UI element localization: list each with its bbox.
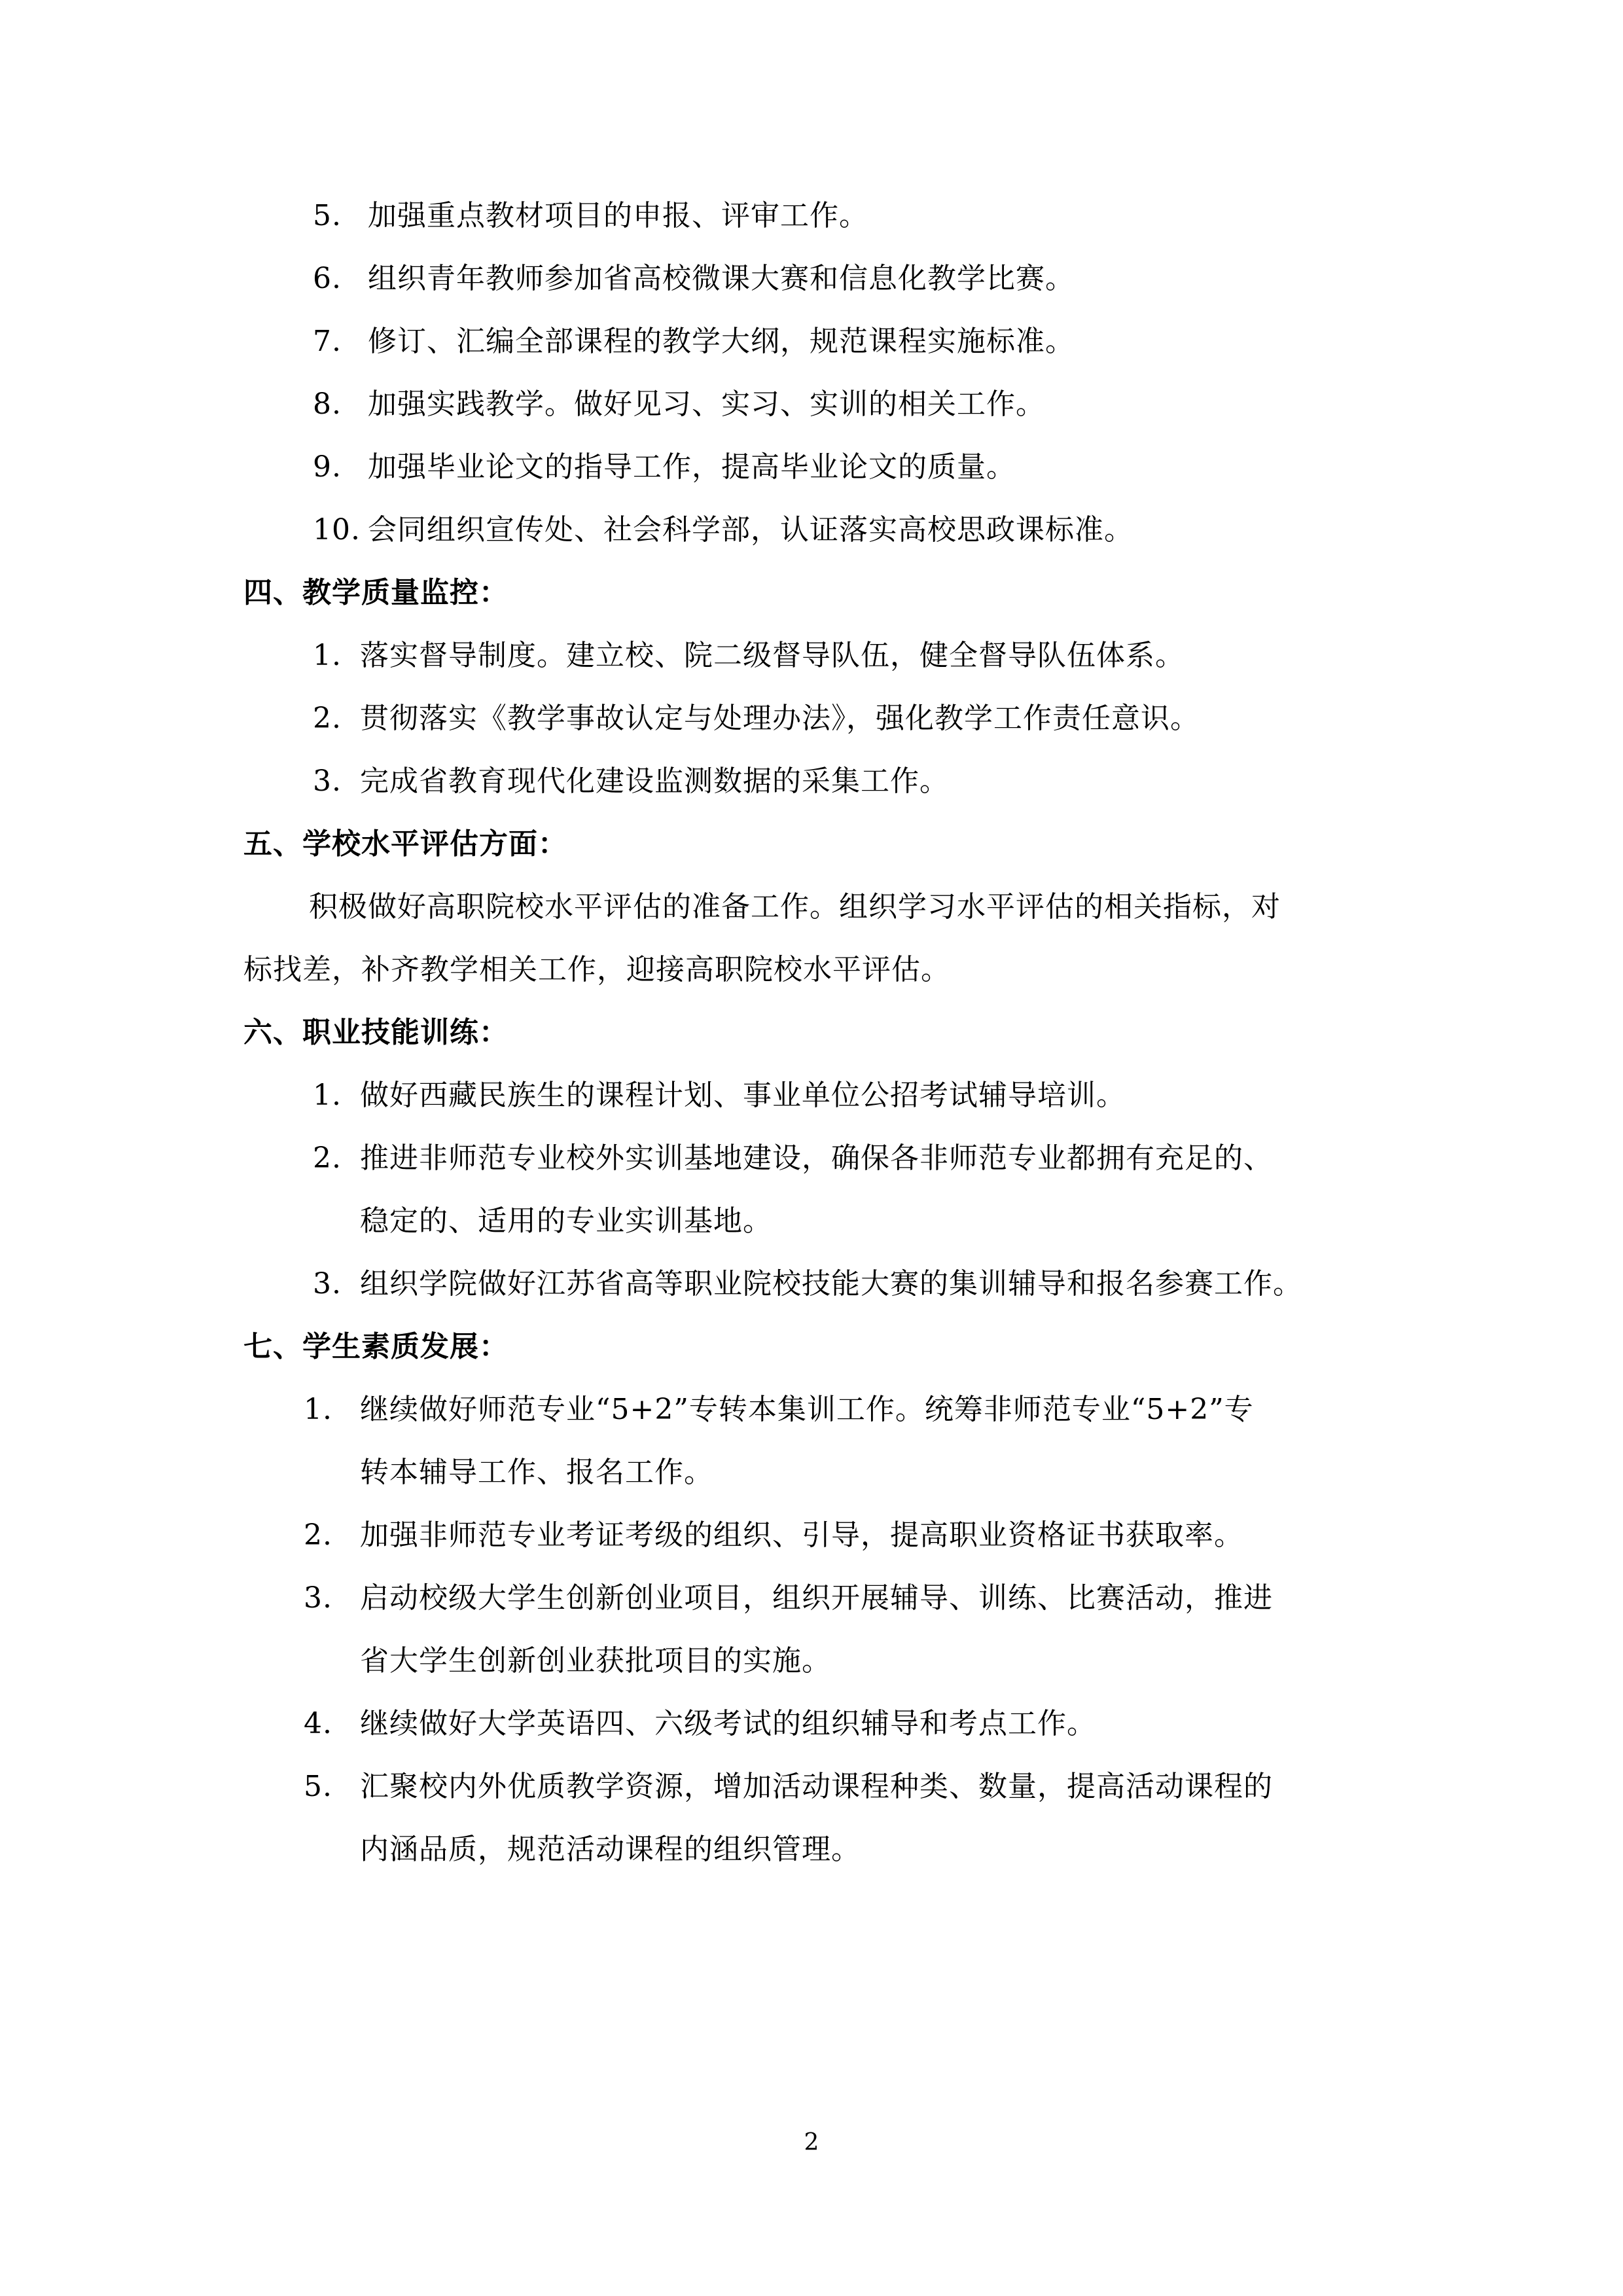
item-number: 2. bbox=[313, 702, 342, 735]
item-number: 5. bbox=[313, 199, 342, 232]
item-number: 10. bbox=[313, 513, 361, 547]
item-number: 3. bbox=[313, 764, 342, 798]
list-item bbox=[313, 260, 1075, 297]
list-item bbox=[304, 1391, 1254, 1428]
list-item bbox=[313, 323, 1075, 360]
list-item bbox=[313, 700, 1200, 737]
page-number: 2 bbox=[804, 2129, 819, 2156]
list-item bbox=[313, 198, 868, 234]
item-text: 继续做好师范专业“5+2”专转本集训工作。统筹非师范专业“5+2”专 bbox=[360, 1393, 1254, 1426]
item-text: 推进非师范专业校外实训基地建设，确保各非师范专业都拥有充足的、 bbox=[360, 1141, 1273, 1175]
item-text: 做好西藏民族生的课程计划、事业单位公招考试辅导培训。 bbox=[360, 1079, 1126, 1112]
list-item bbox=[313, 1266, 1302, 1302]
item-number: 2. bbox=[304, 1518, 332, 1552]
item-text: 贯彻落实《教学事故认定与处理办法》，强化教学工作责任意识。 bbox=[360, 702, 1200, 735]
item-number: 7. bbox=[313, 325, 342, 358]
list-item bbox=[313, 512, 1133, 548]
item-text: 继续做好大学英语四、六级考试的组织辅导和考点工作。 bbox=[360, 1707, 1096, 1740]
item-text: 启动校级大学生创新创业项目，组织开展辅导、训练、比赛活动，推进 bbox=[360, 1581, 1273, 1615]
list-item bbox=[313, 1077, 1126, 1114]
list-item-continuation: 转本辅导工作、报名工作。 bbox=[360, 1456, 713, 1489]
list-item bbox=[304, 1580, 1273, 1617]
list-item bbox=[313, 449, 1016, 486]
list-item bbox=[313, 386, 1045, 423]
item-text: 加强非师范专业考证考级的组织、引导，提高职业资格证书获取率。 bbox=[360, 1518, 1243, 1552]
item-text: 加强重点教材项目的申报、评审工作。 bbox=[368, 199, 868, 232]
item-number: 9. bbox=[313, 450, 342, 484]
list-item bbox=[313, 637, 1185, 674]
section-heading: 五、学校水平评估方面： bbox=[243, 827, 567, 861]
item-number: 1. bbox=[313, 1079, 342, 1112]
item-text: 组织学院做好江苏省高等职业院校技能大赛的集训辅导和报名参赛工作。 bbox=[360, 1267, 1302, 1300]
item-text: 修订、汇编全部课程的教学大纲，规范课程实施标准。 bbox=[368, 325, 1075, 358]
paragraph-line: 标找差，补齐教学相关工作，迎接高职院校水平评估。 bbox=[243, 953, 950, 986]
section-heading: 六、职业技能训练： bbox=[243, 1016, 508, 1049]
list-item bbox=[304, 1517, 1243, 1554]
item-number: 6. bbox=[313, 262, 342, 295]
list-item bbox=[313, 763, 949, 800]
list-item-continuation: 省大学生创新创业获批项目的实施。 bbox=[360, 1644, 831, 1677]
item-number: 8. bbox=[313, 387, 342, 421]
item-text: 加强毕业论文的指导工作，提高毕业论文的质量。 bbox=[368, 450, 1016, 484]
list-item bbox=[313, 1140, 1273, 1177]
item-text: 落实督导制度。建立校、院二级督导队伍，健全督导队伍体系。 bbox=[360, 639, 1185, 672]
item-number: 3. bbox=[313, 1267, 342, 1300]
item-number: 4. bbox=[304, 1707, 332, 1740]
item-number: 3. bbox=[304, 1581, 332, 1615]
list-item-continuation: 内涵品质，规范活动课程的组织管理。 bbox=[360, 1833, 861, 1866]
item-number: 2. bbox=[313, 1141, 342, 1175]
list-item-continuation: 稳定的、适用的专业实训基地。 bbox=[360, 1204, 772, 1238]
paragraph-line: 积极做好高职院校水平评估的准备工作。组织学习水平评估的相关指标，对 bbox=[309, 890, 1281, 924]
item-text: 会同组织宣传处、社会科学部，认证落实高校思政课标准。 bbox=[368, 513, 1133, 547]
item-text: 完成省教育现代化建设监测数据的采集工作。 bbox=[360, 764, 949, 798]
item-number: 5. bbox=[304, 1770, 332, 1803]
item-text: 组织青年教师参加省高校微课大赛和信息化教学比赛。 bbox=[368, 262, 1075, 295]
section-heading: 四、教学质量监控： bbox=[243, 576, 508, 609]
section-heading: 七、学生素质发展： bbox=[243, 1330, 508, 1363]
list-item bbox=[304, 1706, 1096, 1742]
item-number: 1. bbox=[313, 639, 342, 672]
item-text: 汇聚校内外优质教学资源，增加活动课程种类、数量，提高活动课程的 bbox=[360, 1770, 1273, 1803]
item-number: 1. bbox=[304, 1393, 332, 1426]
list-item bbox=[304, 1768, 1273, 1805]
item-text: 加强实践教学。做好见习、实习、实训的相关工作。 bbox=[368, 387, 1045, 421]
